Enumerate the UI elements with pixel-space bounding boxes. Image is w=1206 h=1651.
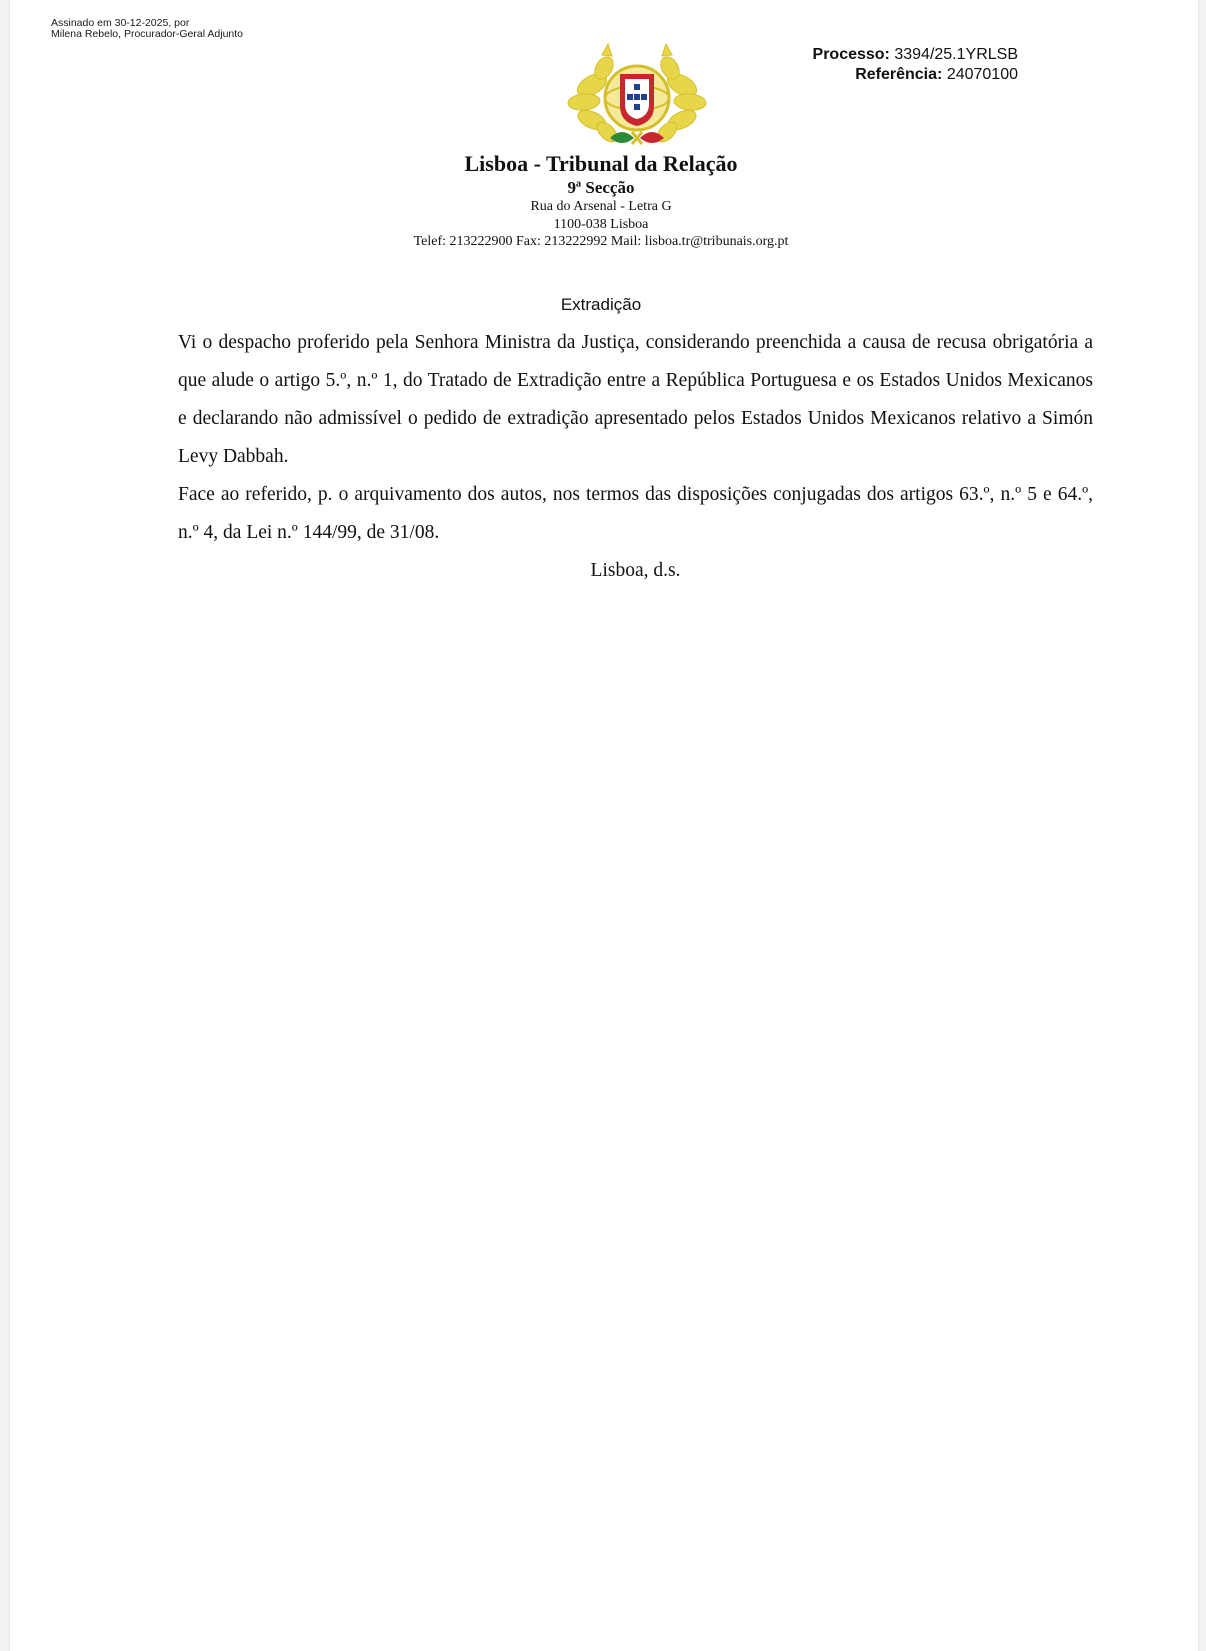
signature-signer-line: Milena Rebelo, Procurador-Geral Adjunto: [51, 28, 244, 40]
court-header: [0, 150, 1206, 251]
document-title: Extradição: [560, 295, 642, 314]
court-section: 9ª Secção: [567, 178, 635, 197]
referencia-label: Referência:: [855, 66, 943, 83]
closing-line: Lisboa, d.s.: [590, 560, 681, 581]
document-page: [9, 0, 1199, 1651]
referencia-line: [813, 65, 1018, 85]
court-address-street: Rua do Arsenal - Letra G: [530, 199, 672, 214]
court-contacts: Telef: 213222900 Fax: 213222992 Mail: lisboa.tr@tribunais.org.pt: [413, 234, 789, 249]
document-body: [178, 324, 1093, 590]
court-address-postal: 1100-038 Lisboa: [553, 216, 649, 232]
processo-label: Processo:: [812, 46, 890, 63]
court-name: Lisboa - Tribunal da Relação: [464, 151, 738, 176]
body-paragraph-1: Vi o despacho proferido pela Senhora Ministra da Justiça, considerando preenchida a causa de recusa obrigatória a que alude o artigo 5.º, n.º 1, do Tratado de Extradição entre a República Portuguesa e os Estados Unidos Mexicanos e declarando não admissível o pedido de extradição apresentado pelos Estados Unidos Mexicanos relativo a Simón Levy Dabbah.: [178, 332, 1093, 467]
body-paragraph-2: Face ao referido, p. o arquivamento dos autos, nos termos das disposições conjugadas dos artigos 63.º, n.º 5 e 64.º, n.º 4, da Lei n.º 144/99, de 31/08.: [178, 484, 1093, 543]
processo-line: [813, 45, 1018, 65]
portugal-coat-of-arms-icon: [562, 40, 712, 150]
referencia-value: 24070100: [946, 66, 1018, 83]
digital-signature-note: [51, 18, 243, 40]
processo-value: 3394/25.1YRLSB: [894, 46, 1018, 63]
case-reference-block: [813, 45, 1018, 85]
signature-date-line: Assinado em 30-12-2025, por: [51, 17, 190, 29]
